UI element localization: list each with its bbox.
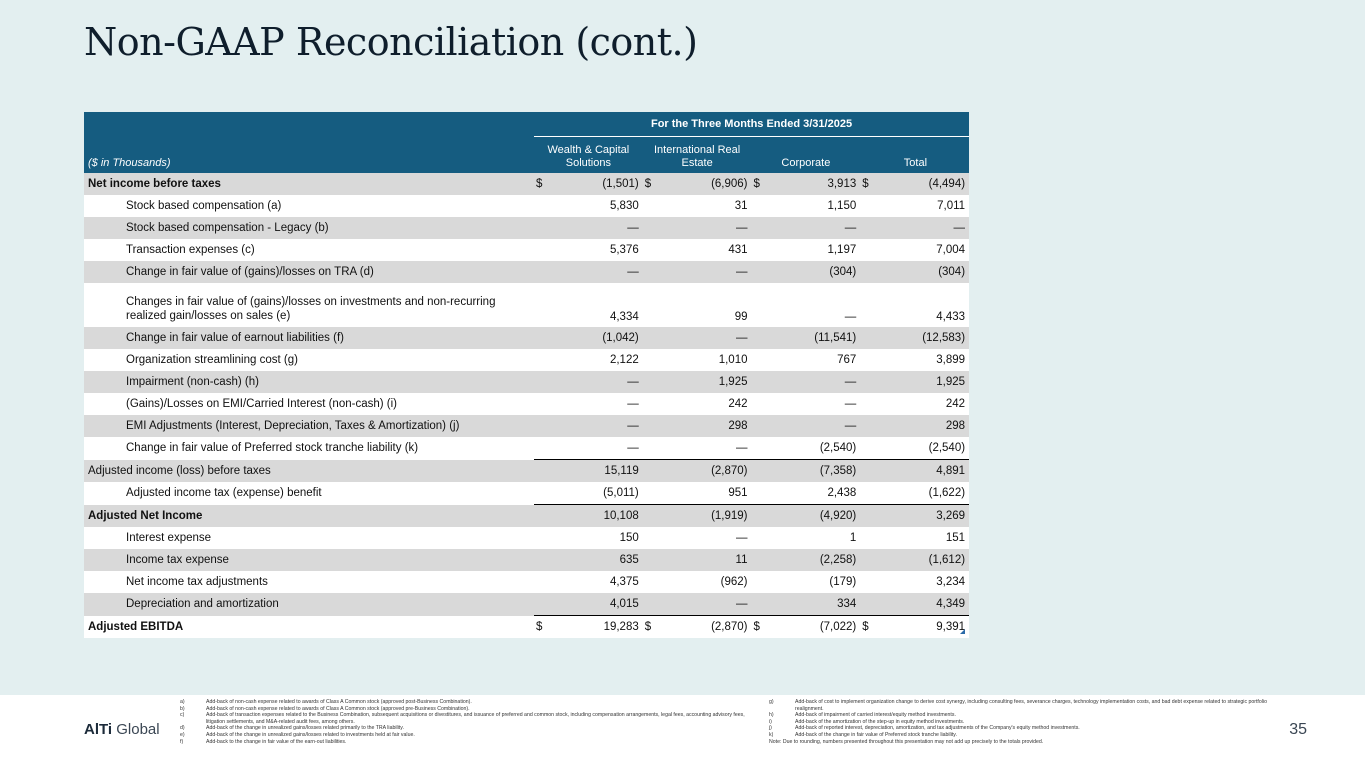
resize-handle-icon xyxy=(960,629,965,634)
footnote-id: d) xyxy=(180,725,185,732)
cell-text: (7,022) xyxy=(819,621,857,633)
cell-value: 4,375 xyxy=(534,571,643,593)
cell-value: — xyxy=(752,283,861,327)
currency-symbol: $ xyxy=(644,178,652,190)
footnote-text: Add-back of reported interest, depreciation, amortization, and tax adjustments of the Company's equity method investments. xyxy=(795,725,1080,732)
cell-value: 7,004 xyxy=(860,239,969,261)
cell-value: 1,925 xyxy=(860,371,969,393)
cell-value: (2,258) xyxy=(752,549,861,571)
footnote xyxy=(769,719,1269,726)
currency-symbol: $ xyxy=(536,178,543,190)
cell-value: — xyxy=(534,261,643,283)
footnote-text: Add-back of cost to implement organization change to derive cost synergy, including consulting fees, severance charges, technology implementation costs, and bad debt expense related to strategic portfolio realignment. xyxy=(795,699,1267,712)
footnote xyxy=(769,699,1269,712)
currency-symbol: $ xyxy=(753,621,760,633)
logo-text: Global xyxy=(112,721,160,738)
cell-value: (2,540) xyxy=(860,437,969,460)
cell-value: — xyxy=(534,371,643,393)
table-row xyxy=(84,261,969,283)
table-row xyxy=(84,571,969,593)
cell-value: 4,349 xyxy=(860,593,969,616)
cell-value xyxy=(752,173,861,195)
row-label: Interest expense xyxy=(84,527,534,549)
column-header-international-real-estate: International Real Estate xyxy=(643,137,752,174)
cell-value: 1,925 xyxy=(643,371,752,393)
footnote xyxy=(769,725,1269,732)
company-logo xyxy=(84,721,160,738)
footnotes-right xyxy=(769,699,1269,745)
cell-value xyxy=(534,173,643,195)
footnote-id: i) xyxy=(769,718,772,725)
cell-value: 150 xyxy=(534,527,643,549)
column-header-total: Total xyxy=(860,137,969,174)
table-row xyxy=(84,173,969,195)
cell-value: 431 xyxy=(643,239,752,261)
table-row xyxy=(84,393,969,415)
cell-value: 3,269 xyxy=(860,505,969,528)
cell-value xyxy=(643,173,752,195)
row-label: Depreciation and amortization xyxy=(84,593,534,616)
cell-value: — xyxy=(752,371,861,393)
footnote-id: k) xyxy=(769,731,774,738)
reconciliation-table xyxy=(84,112,969,638)
cell-value: 242 xyxy=(643,393,752,415)
cell-value: 5,376 xyxy=(534,239,643,261)
table-row xyxy=(84,349,969,371)
cell-value: (1,919) xyxy=(643,505,752,528)
table-row xyxy=(84,217,969,239)
reconciliation-table-container xyxy=(84,112,969,638)
cell-value xyxy=(752,616,861,639)
cell-value: — xyxy=(643,593,752,616)
footnote-id: c) xyxy=(180,712,185,719)
cell-value: 3,899 xyxy=(860,349,969,371)
footnote-text: Add-back of impairment of carried interest/equity method investments. xyxy=(795,712,956,719)
row-label: (Gains)/Losses on EMI/Carried Interest (non-cash) (i) xyxy=(84,393,534,415)
cell-value: 31 xyxy=(643,195,752,217)
cell-value: — xyxy=(534,393,643,415)
period-header: For the Three Months Ended 3/31/2025 xyxy=(534,112,969,137)
cell-text: (6,906) xyxy=(711,178,748,190)
footnote-text: Add-back of non-cash expense related to awards of Class A Common stock (approved pre-Business Combination). xyxy=(206,705,470,712)
table-row xyxy=(84,593,969,616)
footnote xyxy=(180,706,760,713)
table-row xyxy=(84,482,969,505)
cell-value: — xyxy=(752,217,861,239)
cell-value: 4,891 xyxy=(860,460,969,483)
cell-value: (2,870) xyxy=(643,460,752,483)
cell-value: 1,197 xyxy=(752,239,861,261)
row-label: Net income before taxes xyxy=(84,173,534,195)
row-label: Organization streamlining cost (g) xyxy=(84,349,534,371)
footnote xyxy=(180,732,760,739)
rounding-note: Note: Due to rounding, numbers presented throughout this presentation may not add up precisely to the totals provided. xyxy=(769,738,1044,745)
row-label: Transaction expenses (c) xyxy=(84,239,534,261)
footnote xyxy=(769,712,1269,719)
row-label: Adjusted Net Income xyxy=(84,505,534,528)
cell-value: — xyxy=(534,217,643,239)
cell-value: — xyxy=(860,217,969,239)
cell-value: — xyxy=(752,393,861,415)
cell-value: (1,042) xyxy=(534,327,643,349)
cell-value xyxy=(643,616,752,639)
cell-value: — xyxy=(643,437,752,460)
footnotes-left xyxy=(180,699,760,745)
cell-text: 9,391 xyxy=(936,621,966,633)
cell-value: 767 xyxy=(752,349,861,371)
page-number: 35 xyxy=(1289,721,1307,738)
table-row xyxy=(84,460,969,483)
page-title: Non-GAAP Reconciliation (cont.) xyxy=(84,20,698,64)
cell-value: 15,119 xyxy=(534,460,643,483)
cell-value: 10,108 xyxy=(534,505,643,528)
cell-text: (2,870) xyxy=(711,621,748,633)
cell-text: 3,913 xyxy=(827,178,857,190)
logo-text-bold: AlTi xyxy=(84,721,113,738)
cell-text: (4,494) xyxy=(928,178,966,190)
cell-value: 951 xyxy=(643,482,752,505)
footnote-id: h) xyxy=(769,712,774,719)
cell-value: — xyxy=(643,261,752,283)
cell-value: 11 xyxy=(643,549,752,571)
cell-value: 99 xyxy=(643,283,752,327)
footnote-id: g) xyxy=(769,699,774,705)
table-row xyxy=(84,283,969,327)
cell-value: (4,920) xyxy=(752,505,861,528)
cell-value: 334 xyxy=(752,593,861,616)
row-label: EMI Adjustments (Interest, Depreciation, Taxes & Amortization) (j) xyxy=(84,415,534,437)
row-label: Income tax expense xyxy=(84,549,534,571)
cell-value: — xyxy=(643,527,752,549)
currency-symbol: $ xyxy=(862,621,869,633)
row-label: Adjusted income tax (expense) benefit xyxy=(84,482,534,505)
header-spacer xyxy=(84,112,534,137)
cell-value: 242 xyxy=(860,393,969,415)
cell-value xyxy=(860,616,969,639)
footnote xyxy=(180,712,760,725)
cell-value: (2,540) xyxy=(752,437,861,460)
cell-text: (1,501) xyxy=(602,178,639,190)
footnote-id: a) xyxy=(180,699,185,705)
cell-value: (962) xyxy=(643,571,752,593)
cell-value: 635 xyxy=(534,549,643,571)
cell-value: 5,830 xyxy=(534,195,643,217)
cell-value: — xyxy=(752,415,861,437)
currency-symbol: $ xyxy=(753,178,760,190)
footnote xyxy=(180,699,760,706)
cell-value: 7,011 xyxy=(860,195,969,217)
cell-value: 298 xyxy=(643,415,752,437)
footnote-id: b) xyxy=(180,705,185,712)
footer xyxy=(0,695,1365,768)
currency-symbol: $ xyxy=(644,621,652,633)
table-row xyxy=(84,437,969,460)
cell-value: 3,234 xyxy=(860,571,969,593)
row-label: Change in fair value of earnout liabilities (f) xyxy=(84,327,534,349)
units-label: ($ in Thousands) xyxy=(84,137,534,174)
cell-value xyxy=(860,173,969,195)
footnote-text: Add-back of the amortization of the step-up in equity method investments. xyxy=(795,718,965,725)
cell-value: (179) xyxy=(752,571,861,593)
table-row xyxy=(84,415,969,437)
table-row xyxy=(84,371,969,393)
cell-value: 4,334 xyxy=(534,283,643,327)
footnote xyxy=(180,739,760,746)
footnote-text: Add-back of the change in unrealized gains/losses related primarily to the TRA liability. xyxy=(206,725,404,732)
column-header-wealth-capital: Wealth & Capital Solutions xyxy=(534,137,643,174)
row-label: Changes in fair value of (gains)/losses on investments and non-recurring realized gain/losses on sales (e) xyxy=(84,283,534,327)
cell-value: 4,015 xyxy=(534,593,643,616)
cell-value: (304) xyxy=(752,261,861,283)
cell-value: (12,583) xyxy=(860,327,969,349)
table-row xyxy=(84,505,969,528)
row-label: Stock based compensation - Legacy (b) xyxy=(84,217,534,239)
row-label: Stock based compensation (a) xyxy=(84,195,534,217)
table-row xyxy=(84,327,969,349)
row-label: Change in fair value of Preferred stock tranche liability (k) xyxy=(84,437,534,460)
cell-value: — xyxy=(643,217,752,239)
table-row xyxy=(84,195,969,217)
row-label: Change in fair value of (gains)/losses on TRA (d) xyxy=(84,261,534,283)
currency-symbol: $ xyxy=(862,178,869,190)
cell-value: 298 xyxy=(860,415,969,437)
cell-value: — xyxy=(643,327,752,349)
cell-value: 4,433 xyxy=(860,283,969,327)
footnote-text: Add-back of the change in fair value of Preferred stock tranche liability. xyxy=(795,731,957,738)
footnote-text: Add-back to the change in fair value of the earn-out liabilities. xyxy=(206,738,347,745)
footnote-id: f) xyxy=(180,738,184,745)
cell-value: 1,150 xyxy=(752,195,861,217)
cell-value: — xyxy=(534,415,643,437)
cell-value: (304) xyxy=(860,261,969,283)
cell-value: 1,010 xyxy=(643,349,752,371)
footnote-text: Add-back of transaction expenses related to the Business Combination, subsequent acquisitions or divestitures, and issuance of preferred and common stock, including compensation arrangements, legal fees, accounting advisory fees, litigation settlements, and M&A-related audit fees, among others. xyxy=(206,712,745,725)
cell-value: (5,011) xyxy=(534,482,643,505)
cell-value: (1,622) xyxy=(860,482,969,505)
table-row xyxy=(84,239,969,261)
cell-value: 151 xyxy=(860,527,969,549)
row-label: Impairment (non-cash) (h) xyxy=(84,371,534,393)
row-label: Adjusted income (loss) before taxes xyxy=(84,460,534,483)
cell-value: — xyxy=(534,437,643,460)
footnote xyxy=(180,725,760,732)
footnote-id: e) xyxy=(180,731,185,738)
cell-value: 1 xyxy=(752,527,861,549)
footnote-text: Add-back of the change in unrealized gains/losses related to investments held at fair value. xyxy=(206,731,415,738)
cell-value: (1,612) xyxy=(860,549,969,571)
footnote xyxy=(769,732,1269,739)
footnote-text: Add-back of non-cash expense related to awards of Class A Common stock (approved post-Business Combination). xyxy=(206,699,472,705)
table-row xyxy=(84,616,969,639)
cell-value: (7,358) xyxy=(752,460,861,483)
table-row xyxy=(84,527,969,549)
cell-value: 2,122 xyxy=(534,349,643,371)
footnote-id: j) xyxy=(769,725,772,732)
cell-value: 2,438 xyxy=(752,482,861,505)
column-header-corporate: Corporate xyxy=(752,137,861,174)
currency-symbol: $ xyxy=(536,621,543,633)
table-row xyxy=(84,549,969,571)
cell-value xyxy=(534,616,643,639)
row-label: Net income tax adjustments xyxy=(84,571,534,593)
row-label: Adjusted EBITDA xyxy=(84,616,534,639)
cell-text: 19,283 xyxy=(603,621,639,633)
cell-value: (11,541) xyxy=(752,327,861,349)
